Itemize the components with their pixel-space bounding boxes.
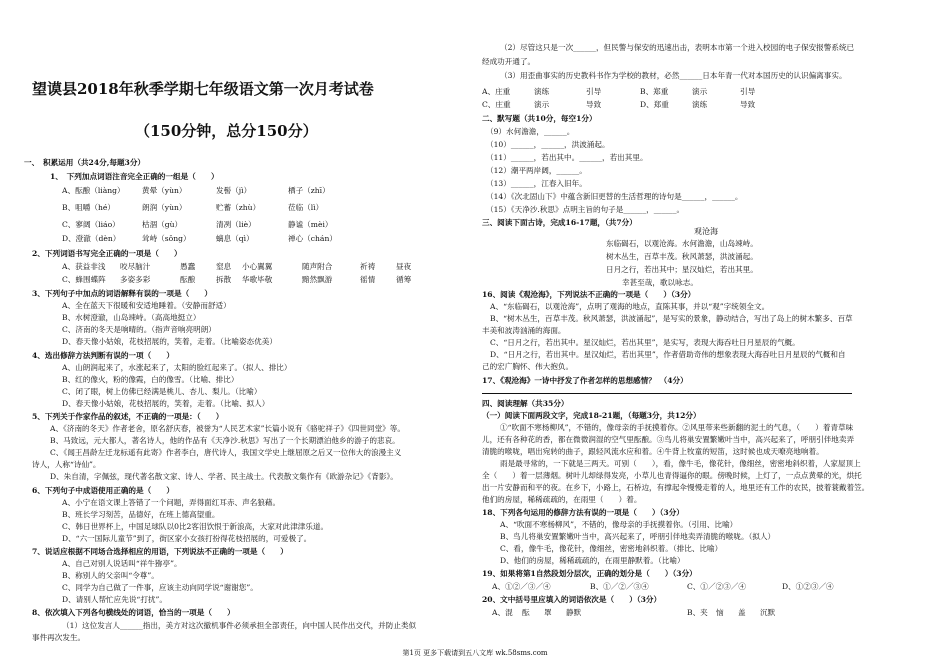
option: 酝酿 (180, 275, 196, 284)
option: C、蜂围蝶阵 (62, 275, 106, 284)
option: 恼 (716, 608, 724, 617)
q3-option-c: C、济南的冬天是响晴的。（指声音响亮明朗） (62, 325, 216, 334)
dictation-line: （14）《次北固山下》中蕴含新旧更替的生活哲理的诗句是______，______。 (486, 192, 743, 201)
option: 黯然飘游 (302, 275, 333, 284)
option: 小心翼翼 (242, 262, 273, 271)
q16-line: C、“日月之行，若出其中。星汉灿烂，若出其里”，是实写，表现大海吞吐日月星辰的气概。 (490, 338, 800, 347)
option: 咬尽脑汁 (120, 262, 151, 271)
q4-option-c: C、闭了眼，树上仿佛已经满是桃儿、杏儿、梨儿。（比喻） (62, 387, 262, 396)
option: 清冽（liè） (216, 220, 256, 229)
option: 禅心（chán） (288, 234, 337, 243)
section-1-heading: 一、 积累运用（共24分,每题3分） (24, 158, 146, 167)
q8-line: 经成功开通了。 (482, 57, 536, 66)
option: A、获益非浅 (62, 262, 106, 271)
option: A、混 (492, 608, 513, 617)
option: 随声附合 (302, 262, 333, 271)
option: 引导 (740, 87, 756, 96)
q16-line: 己的宏广胸怀、伟大抱负。 (482, 362, 574, 371)
poem-line: 树木丛生，百草丰茂。秋风萧瑟，洪波涌起。 (606, 252, 758, 261)
q4-stem: 4、选出修辞方法判断有误的一项（ ） (32, 351, 174, 360)
q4-option-d: D、春天像小姑娘，花枝招展的，笑着，走着。（比喻、拟人） (62, 399, 270, 408)
poem-line: 幸甚至哉，歌以咏志。 (622, 278, 698, 287)
passage-line: 他们的房屋，稀稀疏疏的，在雨里（ ）着。 (482, 495, 642, 504)
option: 祈祷 (360, 262, 376, 271)
q17-stem: 17、《观沧海》一诗中抒发了作者怎样的思想感情？ （4分） (482, 376, 688, 385)
option: A、庄重 (482, 87, 511, 96)
dictation-line: （13）______，江春入旧年。 (486, 179, 587, 188)
option: 引导 (586, 87, 602, 96)
option: D、郑重 (640, 100, 669, 109)
q16-line: D、“日月之行，若出其中。星汉灿烂，若出其里”，作者借助奇伟的想象表现大海吞吐日月星辰的气概和自 (490, 350, 846, 359)
section-4-heading: 四、阅读理解（共35分） (482, 399, 569, 408)
q5-line: D、朱自清，字佩弦，现代著名散文家、诗人、学者、民主战士。代表散文集作有《欧游杂记》《背影》。 (50, 472, 398, 481)
q6-stem: 6、下列句子中成语使用正确的是（ ） (32, 486, 174, 495)
q8-stem: 8、依次填入下列各句横线处的词语，恰当的一项是（ ） (32, 608, 235, 617)
option: B、郑重 (640, 87, 669, 96)
q8-line: 事件再次发生。 (32, 633, 86, 642)
q5-line: C、《闻王昌龄左迁龙标遥有此寄》作者李白，唐代诗人，我国文学史上继屈原之后又一位伟大的浪漫主义 (50, 448, 402, 457)
q19-option-a: A、①②／③／④ (492, 582, 551, 591)
option: 愚蠢 (180, 262, 196, 271)
poem-line: 东临碣石，以观沧海。水何澹澹，山岛竦峙。 (606, 239, 758, 248)
q16-line: B、“树木丛生，百草丰茂。秋风萧瑟，洪波涌起”，是写实的景象，静动结合，写出了岛上的树木繁多、百草 (490, 314, 853, 323)
q18-stem: 18、下列各句运用的修辞方法有误的一项是（ ）（3分） (482, 508, 684, 517)
option: 窒息 (216, 262, 232, 271)
option: 导致 (740, 100, 756, 109)
q8-line: （1）这位发言人______指出，美方对这次撤机事件必须承担全部责任，向中国人民作出交代，并防止类似 (62, 621, 417, 630)
exam-title: 望谟县2018年秋季学期七年级语文第一次月考试卷 (32, 80, 374, 98)
section-2-heading: 二、默写题（共10分，每空1分） (482, 114, 597, 123)
option: 耸峙（sǒng） (142, 234, 191, 243)
passage-line: 清脆的喉咙，唱出宛转的曲子，跟轻风流水应和着。④牛背上牧童的短笛，这时候也成天嘹亮地响着。 (482, 447, 824, 456)
option: 沉默 (760, 608, 776, 617)
q19-option-d: D、①②③／④ (782, 582, 834, 591)
exam-subtitle: （150分钟，总分150分） (135, 122, 318, 140)
passage-line: 雨是最寻常的，一下就是三两天。可别（ ），看，像牛毛，像花针，像细丝，密密地斜织着，人家屋顶上 (500, 459, 861, 468)
q4-option-a: A、山朗润起来了，水涨起来了，太阳的脸红起来了。（拟人、排比） (62, 363, 292, 372)
q4-option-b: B、红的像火，粉的像霞，白的像雪。（比喻、排比） (62, 375, 239, 384)
option: 演示 (692, 87, 708, 96)
option: C、寥阔（liáo） (62, 220, 120, 229)
q19-option-c: C、①／②③／④ (687, 582, 746, 591)
option: 发髻（jì） (216, 186, 252, 195)
option: C、庄重 (482, 100, 511, 109)
q7-option-c: C、同学为自己做了一件事，应该主动向同学说“谢谢您”。 (62, 583, 258, 592)
q5-line: A、《济南的冬天》作者老舍，原名舒庆春，被誉为“人民艺术家”长篇小说有《骆驼祥子》《四世同堂》等。 (50, 424, 405, 433)
option: 黄晕（yùn） (142, 186, 187, 195)
q19-stem: 19、如果将第1自然段划分层次，正确的划分是（ ）（3分） (482, 569, 697, 578)
q7-option-b: B、称别人的父亲叫“令尊”。 (62, 571, 159, 580)
q18-option-d: D、他们的房屋，稀稀疏疏的，在雨里静默着。（比喻） (500, 556, 685, 565)
answer-line (482, 393, 852, 394)
passage-line: 儿，还有各种花的香，都在微微润湿的空气里酝酿。③鸟儿将巢安置繁嫩叶当中，高兴起来了，呼朋引伴地卖弄 (482, 435, 855, 444)
option: 静默 (566, 608, 582, 617)
q20-stem: 20、文中括号里应填入的词语依次是（ ）（3分） (482, 595, 662, 604)
option: D、澄澈（dèn） (62, 234, 121, 243)
option: B、夹 (687, 608, 708, 617)
option: 拆散 (216, 275, 232, 284)
q5-line: 诗人，人称“诗仙”。 (32, 460, 101, 469)
option: 静谧（mèi） (288, 220, 333, 229)
q16-line: A、“东临碣石，以观沧海”，点明了观海的地点，直陈其事，并以“观”字统领全文。 (490, 302, 770, 311)
q6-option-c: C、韩日世界杯上，中国足球队以0比2客泪饮恨于新浪高，大家对此津津乐道。 (62, 522, 329, 531)
option: 演练 (692, 100, 708, 109)
q5-stem: 5、下列关于作家作品的叙述，不正确的一项是：（ ） (32, 412, 224, 421)
option: 贮蓄（zhù） (216, 203, 261, 212)
option: 徭情 (360, 275, 376, 284)
q18-option-a: A、“吹面不寒杨柳风”，不错的，像母亲的手抚摸着你。（引用、比喻） (500, 520, 738, 529)
q3-option-d: D、春天像小姑娘，花枝招展的，笑着，走着。（比喻姿态优美） (62, 337, 277, 346)
q3-stem: 3、下列句子中加点的词语解释有误的一项是（ ） (32, 289, 212, 298)
option: A、酝酿（liàng） (62, 186, 125, 195)
dictation-line: （15）《天净沙.秋思》点明主旨的句子是______，______。 (486, 205, 685, 214)
option: 演练 (534, 87, 550, 96)
q6-option-a: A、小宁在语文课上答错了一个问题，弄得面红耳赤、声名狼藉。 (62, 498, 281, 507)
passage-line: 全（ ）着一层薄烟。树叶儿却绿得发亮，小草儿也青得逼你的眼。傍晚时候，上灯了，一点点黄晕的光，烘托 (482, 471, 862, 480)
q6-option-b: B、班长学习刻苦，品德好，在班上德高望重。 (62, 510, 220, 519)
left-column (20, 0, 468, 672)
option: 酝 (522, 608, 530, 617)
q5-line: B、马致远，元大都人，著名诗人，他的作品有《天净沙.秋思》写出了一个长期漂泊他乡的游子的悲哀。 (50, 436, 400, 445)
q18-option-b: B、鸟儿将巢安置繁嫩叶当中，高兴起来了，呼朋引伴地卖弄清脆的喉咙。（拟人） (500, 532, 776, 541)
dictation-line: （12）潮平两岸阔，______。 (486, 166, 587, 175)
part-1-heading: （一）阅读下面两段文字，完成18-21题，（每题3分，共12分） (482, 411, 701, 420)
option: 盖 (738, 608, 746, 617)
option: B、咀嚼（hé） (62, 203, 115, 212)
dictation-line: （10）______，______，洪波涌起。 (486, 140, 610, 149)
q16-line: 丰美和波涛汹涌的海面。 (482, 326, 566, 335)
passage-line: 出一片安静而和平的夜。在乡下，小路上，石桥边，有撑起伞慢慢走着的人，地里还有工作的农民，披着蓑戴着笠。 (482, 483, 870, 492)
q18-option-c: C、看，像牛毛，像花针，像细丝，密密地斜织着。（排比、比喻） (500, 544, 723, 553)
option: 螭息（qì） (216, 234, 254, 243)
right-column (482, 0, 944, 672)
q6-option-d: D、“六一国际儿童节”到了，街区家小女孩打扮得花枝招展的，可爱极了。 (62, 534, 312, 543)
q8-line: （2）尽管这只是一次______，但民警与保安的迅速出击，表明本市第一个进入校园的电子保安报警系统已 (500, 43, 855, 52)
option: 导致 (586, 100, 602, 109)
option: 罩 (544, 608, 552, 617)
q7-stem: 7、说话应根据不同场合选择相应的用语，下列说法不正确的一项是（ ） (32, 547, 288, 556)
q3-option-a: A、全在蓝天下很暖和安适地睡着。（安静而舒适） (62, 301, 231, 310)
option: 朗润（yùn） (142, 203, 187, 212)
q3-option-b: B、水树澄澈，山岛竦峙。（高高地挺立） (62, 313, 201, 322)
page-footer: 第1页 更多下载请到五八文库 wk.58sms.com (402, 649, 548, 657)
option: 莅临（lì） (288, 203, 324, 212)
poem-line: 日月之行，若出其中；星汉灿烂，若出其里。 (606, 265, 758, 274)
q16-stem: 16、阅读《观沧海》，下列说法不正确的一项是（ ）（3分） (482, 290, 696, 299)
q7-option-a: A、自己对别人说话叫“祥牛猕亭”。 (62, 559, 182, 568)
q2-stem: 2、下列词语书写完全正确的一项是（ ） (32, 249, 182, 258)
option: 昼夜 (396, 262, 412, 271)
option: 循筹 (396, 275, 412, 284)
dictation-line: （9）水何澹澹，______。 (486, 127, 575, 136)
q8-line: （3）用歪曲事实的历史教科书作为学校的教材，必然______日本年青一代对本国历史的认识偏离事实。 (500, 71, 847, 80)
q7-option-d: D、请别人帮忙应先说“打扰”。 (62, 595, 167, 604)
poem-title: 观沧海 (694, 227, 718, 236)
option: 枯涸（gù） (142, 220, 183, 229)
option: 栖子（zhī） (288, 186, 330, 195)
option: 演示 (534, 100, 550, 109)
option: 华歌毕敬 (242, 275, 273, 284)
q19-option-b: B、①／②／③④ (590, 582, 649, 591)
q1-stem: 1、 下列加点词语注音完全正确的一组是（ ） (50, 172, 219, 181)
passage-line: ①“吹面不寒杨柳风”，不错的，像母亲的手抚摸着你。②风里带来些新翻的泥土的气息，（ ）着青草味 (500, 423, 854, 432)
option: 多姿多彩 (120, 275, 151, 284)
section-3-heading: 三、阅读下面古诗，完成16-17题，（共7分） (482, 218, 637, 227)
dictation-line: （11）______，若出其中。______，若出其里。 (486, 153, 648, 162)
